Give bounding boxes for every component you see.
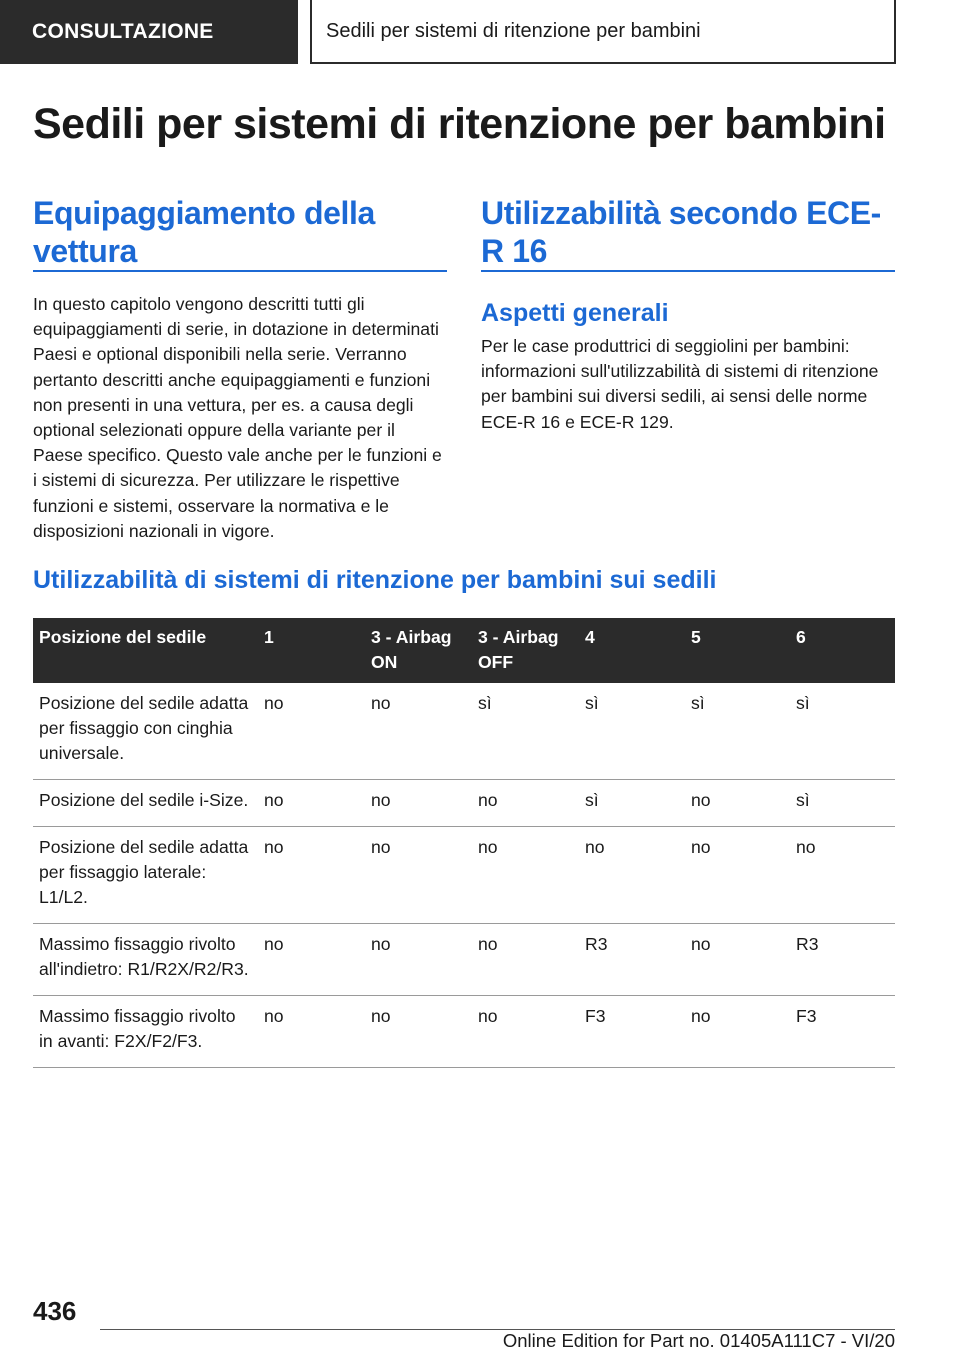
ece-r16-heading: Utilizzabilità secondo ECE-R 16: [481, 194, 895, 272]
general-aspects-body: Per le case produttrici di seggiolini per bambini: informazioni sull'utilizzabilità di sistemi di ritenzione per bambini sui diversi sedili, ai sensi delle norme ECE-R 16 e ECE-R 129.: [481, 336, 879, 432]
table-cell: sì: [685, 683, 790, 780]
table-cell: no: [258, 827, 365, 924]
ece-r16-section: [481, 194, 895, 435]
table-cell: sì: [472, 683, 579, 780]
table-heading: Utilizzabilità di sistemi di ritenzione per bambini sui sedili: [33, 566, 717, 594]
section-tab-label: CONSULTAZIONE: [32, 20, 214, 43]
table-cell: no: [472, 827, 579, 924]
table-cell: no: [472, 996, 579, 1068]
table-cell: no: [365, 827, 472, 924]
table-cell: Massimo fissaggio rivolto in avanti: F2X/F2/F3.: [33, 996, 258, 1068]
edition-note: Online Edition for Part no. 01405A111C7 - VI/20: [502, 1330, 895, 1351]
table-cell: no: [365, 996, 472, 1068]
chapter-tab[interactable]: [310, 0, 896, 64]
table-row: [33, 996, 895, 1068]
table-cell: no: [258, 924, 365, 996]
table-cell: Massimo fissaggio rivolto all'indietro: R1/R2X/R2/R3.: [33, 924, 258, 996]
seat-suitability-table: [33, 618, 895, 1068]
table-cell: no: [365, 780, 472, 827]
column-header: 4: [579, 618, 685, 683]
table-cell: sì: [579, 780, 685, 827]
chapter-tab-label: Sedili per sistemi di ritenzione per bambini: [326, 19, 701, 42]
table-cell: no: [472, 780, 579, 827]
table-cell: sì: [790, 780, 895, 827]
equipment-heading: Equipaggiamento della vettura: [33, 194, 447, 272]
equipment-body: In questo capitolo vengono descritti tutti gli equipaggiamenti di serie, in dotazione in determinati Paesi e optional disponibili nella serie. Verranno pertanto descritti anche equipaggiamenti e funzioni non presenti in una vettura, per es. a causa degli optional selezionati oppure della variante per il Paese specifico. Questo vale anche per le funzioni e i sistemi di sicurezza. Per utilizzare le rispettive funzioni e sistemi, osservare la normativa e le disposizioni nazionali in vigore.: [33, 294, 442, 541]
table-cell: Posizione del sedile adatta per fissaggio con cinghia universale.: [33, 683, 258, 780]
table-cell: no: [685, 996, 790, 1068]
table-cell: R3: [790, 924, 895, 996]
table-cell: Posizione del sedile adatta per fissaggio laterale: L1/L2.: [33, 827, 258, 924]
page-title: Sedili per sistemi di ritenzione per bambini: [33, 100, 886, 148]
column-header: Posizione del sedile: [33, 618, 258, 683]
page-number: 436: [33, 1296, 77, 1326]
equipment-section: [33, 194, 447, 544]
table-cell: no: [790, 827, 895, 924]
column-header: 6: [790, 618, 895, 683]
table-cell: no: [365, 924, 472, 996]
table-cell: no: [365, 683, 472, 780]
table-row: [33, 780, 895, 827]
table-cell: sì: [790, 683, 895, 780]
column-header: 3 - Airbag OFF: [472, 618, 579, 683]
table-cell: no: [258, 683, 365, 780]
table-cell: Posizione del sedile i-Size.: [33, 780, 258, 827]
table-cell: no: [579, 827, 685, 924]
table-row: [33, 683, 895, 780]
table-cell: no: [685, 780, 790, 827]
table-cell: no: [472, 924, 579, 996]
table-cell: sì: [579, 683, 685, 780]
column-header: 3 - Airbag ON: [365, 618, 472, 683]
table-cell: F3: [579, 996, 685, 1068]
table-cell: no: [258, 780, 365, 827]
column-header: 5: [685, 618, 790, 683]
table-header-row: [33, 618, 895, 683]
table-row: [33, 827, 895, 924]
column-header: 1: [258, 618, 365, 683]
table-cell: no: [685, 924, 790, 996]
table-cell: no: [685, 827, 790, 924]
table-cell: R3: [579, 924, 685, 996]
general-aspects-heading: Aspetti generali: [481, 299, 669, 327]
section-tab[interactable]: [0, 0, 298, 64]
table-row: [33, 924, 895, 996]
table-cell: no: [258, 996, 365, 1068]
table-cell: F3: [790, 996, 895, 1068]
